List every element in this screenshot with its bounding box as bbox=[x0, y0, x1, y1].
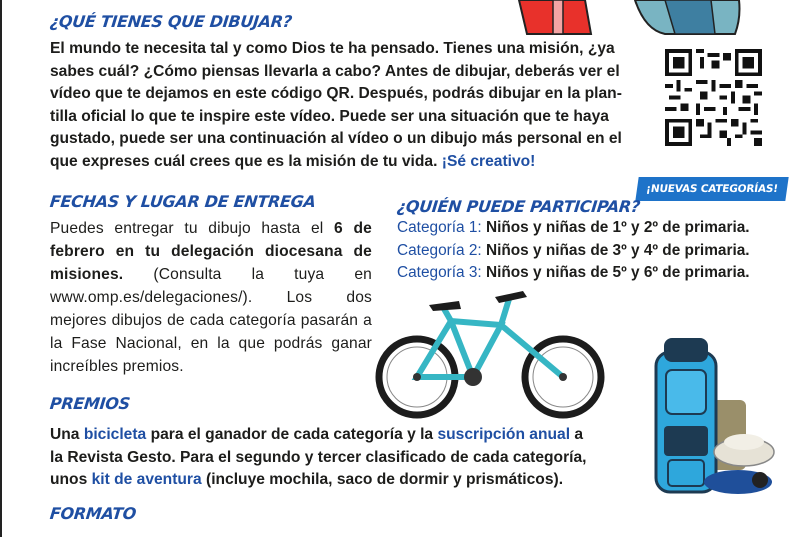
section-title-quien: ¿QUIÉN PUEDE PARTICIPAR? bbox=[396, 197, 641, 216]
text-span: (incluye mochila, saco de dormir y prismáticos). bbox=[206, 471, 564, 489]
category-text: Niños y niñas de 5º y 6º de primaria. bbox=[485, 264, 750, 281]
adventure-kit-image bbox=[640, 330, 780, 500]
text-line: la Revista Gesto. Para el segundo y tercer clasificado de cada categoría, bbox=[50, 448, 587, 466]
section-title-premios: PREMIOS bbox=[49, 394, 131, 413]
fechas-deadline: 6 de febrero en tu delegación diocesana de misiones. bbox=[50, 220, 373, 283]
text-line bbox=[50, 151, 660, 174]
category-row bbox=[397, 264, 750, 282]
category-label: Categoría 2: bbox=[397, 242, 482, 259]
text-line: El mundo te necesita tal y como Dios te ha pensado. Tienes una misión, ¿ya bbox=[50, 40, 615, 57]
text-span: para el ganador de cada categoría y la bbox=[150, 426, 434, 443]
subscription-highlight: suscripción anual bbox=[437, 426, 571, 443]
bicycle-highlight: bicicleta bbox=[83, 426, 147, 443]
section-title-fechas: FECHAS Y LUGAR DE ENTREGA bbox=[49, 192, 317, 211]
section-title-que-dibujar: ¿QUÉ TIENES QUE DIBUJAR? bbox=[49, 12, 293, 31]
be-creative-highlight: ¡Sé creativo! bbox=[441, 152, 536, 170]
text-line: gustado, puede ser una continuación al vídeo o un dibujo más personal en el bbox=[50, 130, 622, 148]
new-categories-badge bbox=[635, 177, 788, 201]
category-text: Niños y niñas de 3º y 4º de primaria. bbox=[485, 242, 750, 259]
left-border-line bbox=[0, 0, 2, 537]
bicycle-image bbox=[373, 285, 613, 425]
category-row bbox=[397, 242, 750, 260]
text-span: a bbox=[574, 426, 584, 443]
text-span: Una bbox=[50, 426, 80, 443]
category-row bbox=[397, 219, 750, 237]
premios-paragraph bbox=[50, 424, 640, 492]
category-text: Niños y niñas de 1º y 2º de primaria. bbox=[485, 219, 750, 236]
fechas-rest: (Consulta la tuya en www.omp.es/delegaciones/). Los dos mejores dibujos de cada categoría pasarán a la Fase Nacional, en la que podrás ganar increíbles premios. bbox=[50, 266, 372, 375]
text-line: vídeo que te dejamos en este código QR. Después, podrás dibujar en la plan- bbox=[50, 85, 622, 103]
adventure-kit-highlight: kit de aventura bbox=[91, 471, 202, 489]
text-line bbox=[50, 469, 640, 492]
text-line: tilla oficial lo que te inspire este vídeo. Puede ser una situación que te haya bbox=[50, 107, 609, 125]
text-span: unos bbox=[50, 471, 88, 489]
badge-label: ¡NUEVAS CATEGORÍAS! bbox=[645, 183, 779, 195]
fechas-paragraph bbox=[50, 217, 372, 378]
section-title-formato: FORMATO bbox=[49, 504, 138, 523]
fechas-intro: Puedes entregar tu dibujo hasta el bbox=[50, 220, 324, 237]
cartoon-characters-illustration bbox=[515, 0, 745, 36]
text-line bbox=[50, 424, 640, 447]
category-label: Categoría 3: bbox=[397, 264, 482, 281]
text-line: sabes cuál? ¿Cómo piensas llevarla a cabo? Antes de dibujar, deberás ver el bbox=[50, 62, 620, 80]
category-label: Categoría 1: bbox=[397, 219, 482, 236]
text-span: que expreses cuál crees que es la misión de tu vida. bbox=[50, 152, 438, 170]
qr-code[interactable] bbox=[665, 49, 762, 146]
que-dibujar-paragraph bbox=[50, 38, 660, 174]
